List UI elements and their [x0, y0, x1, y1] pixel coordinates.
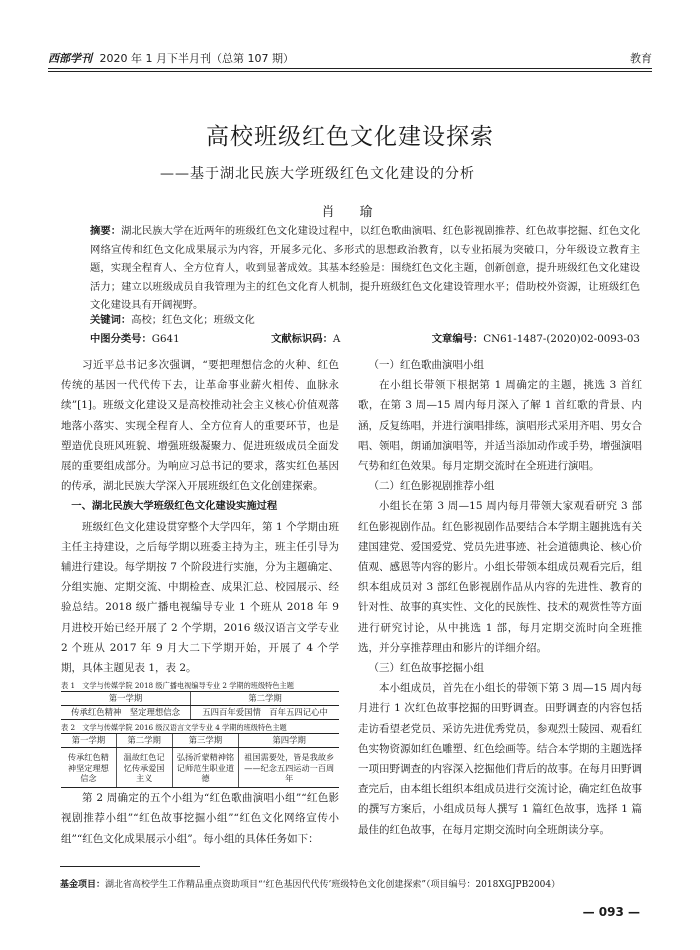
author-name: 肖 瑜	[321, 205, 379, 220]
keywords-text: 高校；红色文化；班级文化	[131, 314, 255, 326]
article-no-field	[432, 330, 640, 345]
groups-paragraph: 第 2 周确定的五个小组为“红色歌曲演唱小组”“红色影视剧推荐小组”“红色故事挖掘小组”“红色文化网络宣传小组”“红色文化成果展示小组”。每小组的具体任务如下：	[61, 792, 339, 845]
abstract	[90, 222, 640, 315]
table1-cell: 五四百年爱国情 百年五四记心中	[191, 706, 339, 720]
running-header	[48, 50, 652, 66]
table2	[61, 733, 339, 788]
fund-text: 湖北省高校学生工作精品重点资助项目“‘红色基因代代传’班级特色文化创建探索”（项目编号：2018XGJPB2004）	[105, 880, 561, 890]
table2-header: 第一学期	[61, 734, 116, 748]
left-column	[61, 355, 339, 849]
article-no-label: 文章编号：	[431, 333, 484, 345]
table2-cell: 传承红色精神坚定理想信念	[61, 748, 116, 788]
table2-header: 第三学期	[172, 734, 239, 748]
doc-code-value: A	[332, 333, 341, 345]
article-title: 高校班级红色文化建设探索	[206, 124, 494, 150]
section-label: 教育	[630, 52, 652, 65]
journal-logo: 西部学刊	[48, 52, 92, 65]
abstract-text: 湖北民族大学在近两年的班级红色文化建设过程中，以红色歌曲演唱、红色影视剧推荐、红色故事挖掘、红色文化网络宣传和红色文化成果展示为内容，开展多元化、多形式的思想政治教育，以专业拓展为突破口，分年级设立教育主题，实现全程育人、全方位育人，收到显著成效。其基本经验是：围绕红色文化主题，创新创意，提升班级红色文化建设活力；建立以班级成员自我管理为主的红色文化育人机制，提升班级红色文化建设管理水平；借助校外资源，让班级红色文化建设具有开阔视野。	[90, 225, 641, 312]
clc-value: G641	[151, 333, 180, 345]
article-no-value: CN61-1487-(2020)02-0093-03	[483, 333, 640, 345]
classification-row	[90, 330, 640, 345]
subsection-heading-songs: （一）红色歌曲演唱小组	[368, 359, 484, 371]
fund-label: 基金项目：	[60, 880, 106, 890]
footnote-rule	[60, 866, 200, 867]
journal-info	[48, 50, 294, 66]
songs-paragraph: 在小组长带领下根据第 1 周确定的主题，挑选 3 首红歌，在第 3 周—15 周内每月深入了解 1 首红歌的背景、内涵，反复练唱，并进行演唱排练，演唱形式采用齐唱、男女合唱、领唱，朗诵加演唱等，并适当添加动作或手势，增强演唱气势和红色效果。每月定期交流时在全班进行演唱。	[358, 379, 642, 473]
table1	[61, 691, 339, 720]
subsection-heading-stories: （三）红色故事挖掘小组	[368, 662, 484, 675]
implementation-paragraph: 班级红色文化建设贯穿整个大学四年，第 1 个学期由班主任主持建设，之后每学期以班委主持为主，班主任引导为辅进行建设。每学期按 7 个阶段进行实施，分为主题确定、分组实施、定期交流、中期检查、成果汇总、校园展示、经验总结。2018 级广播电视编导专业 1 个班从 2018 年 9 月进校开始已经开展了 2 个学期，2016 级汉语言文学专业 2 个班从 2017 年 9 月大二下学期开始，开展了 4 个学期，具体主题见表 1，表 2。	[61, 520, 339, 675]
films-paragraph: 小组长在第 3 周—15 周内每月带领大家观看研究 3 部红色影视剧作品。红色影视剧作品要结合本学期主题挑选有关建国建党、爱国爱党、党员先进事迹、社会道德典论、核心价值观、感恩等内容的影片。小组长带领本组成员观看完后，组织本组成员对 3 部红色影视剧作品从内容的先进性、教育的针对性、故事的真实性、文化的民族性、技术的观赏性等方面进行研究讨论，从中挑选 1 部，每月定期交流时向全班推选，并分享推荐理由和影片的详细介绍。	[358, 500, 642, 654]
table2-header: 第二学期	[116, 734, 172, 748]
intro-paragraph: 习近平总书记多次强调，“要把理想信念的火种、红色传统的基因一代代传下去，让革命事业薪火相传、血脉永续”[1]。班级文化建设又是高校推动社会主义核心价值观落地落小落实、实现全程育人、全方位育人的重要环节，也是塑造优良班风班貌、增强班级凝聚力、促进班级成员全面发展的重要组成部分。为响应习总书记的要求，落实红色基因的传承，湖北民族大学深入开展班级红色文化创建探索。	[61, 359, 339, 493]
table2-header: 第四学期	[239, 734, 339, 748]
doc-code-label: 文献标识码：	[271, 333, 333, 345]
header-rule	[48, 68, 652, 69]
stories-paragraph: 本小组成员，首先在小组长的带领下第 3 周—15 周内每月进行 1 次红色故事挖掘的田野调查。田野调查的内容包括走访看望老党员、采访先进优秀党员，参观烈士陵园、观看红色实物资源如红色雕塑、红色绘画等。结合本学期的主题选择一项田野调查的内容深入挖掘他们背后的故事。在每月田野调查完后，由本组长组织本组成员进行交流讨论，确定红色故事的撰写方案后，小组成员每人撰写 1 篇红色故事，选择 1 篇最佳的红色故事，在每月定期交流时向全班朗读分享。	[358, 682, 642, 836]
article-subtitle: ——基于湖北民族大学班级红色文化建设的分析	[160, 166, 475, 182]
keywords-label: 关键词：	[90, 314, 132, 326]
table1-cell: 传承红色精神 坚定理想信念	[61, 706, 191, 720]
section-heading: 一、湖北民族大学班级红色文化建设实施过程	[71, 500, 278, 513]
clc-label: 中图分类号：	[90, 333, 152, 345]
fund-footnote	[60, 877, 640, 890]
table1-header: 第二学期	[191, 692, 339, 706]
keywords	[90, 311, 640, 326]
clc-field	[90, 330, 180, 345]
subsection-heading-films: （二）红色影视剧推荐小组	[368, 480, 495, 493]
abstract-label: 摘要：	[90, 225, 122, 237]
header-rule-thin	[48, 71, 652, 72]
table2-caption: 表 2 文学与传媒学院 2016 级汉语言文学专业 4 学期的班级特色主题	[61, 723, 287, 733]
table2-cell: 温故红色记忆传承爱国主义	[116, 748, 172, 788]
right-column	[358, 355, 642, 840]
issue-info: 2020 年 1 月下半月刊（总第 107 期）	[99, 52, 294, 65]
page-number: — 093 —	[582, 905, 640, 919]
table2-cell: 祖国需要处，皆是我故乡——纪念五四运动一百周年	[239, 748, 339, 788]
table1-caption: 表 1 文学与传媒学院 2018 级广播电视编导专业 2 学期的班级特色主题	[61, 681, 294, 691]
table2-cell: 弘扬沂蒙精神铭记师范生职业道德	[172, 748, 239, 788]
table1-header: 第一学期	[61, 692, 191, 706]
doc-code-field	[271, 330, 340, 345]
